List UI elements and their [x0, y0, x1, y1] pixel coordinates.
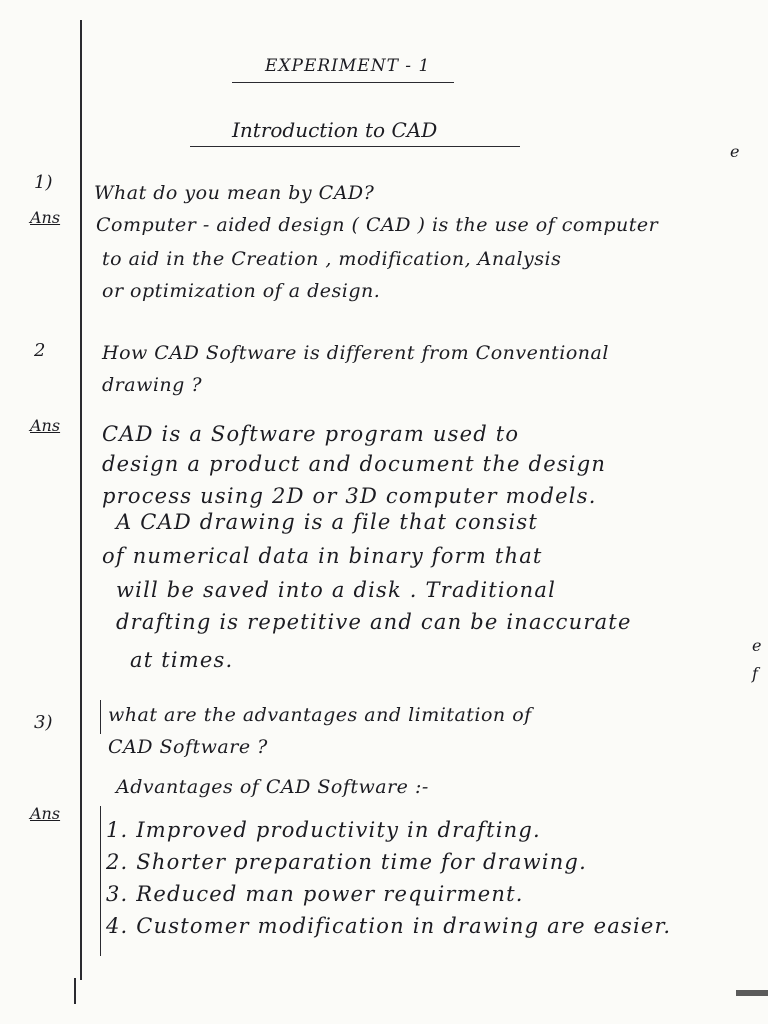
answer-line: of numerical data in binary form that	[102, 544, 543, 568]
margin-line	[80, 20, 82, 980]
list-item: 1. Improved productivity in drafting.	[106, 818, 541, 842]
answer-line: at times.	[130, 648, 234, 672]
answer-bracket	[100, 806, 101, 956]
page-title: Introduction to CAD	[232, 118, 438, 142]
heading-underline	[232, 82, 454, 83]
answer-line: will be saved into a disk . Traditional	[116, 578, 557, 602]
question-text: what are the advantages and limitation of	[108, 704, 532, 726]
answer-line: drafting is repetitive and can be inaccurate	[116, 610, 632, 634]
question-text: drawing ?	[102, 374, 203, 396]
title-underline	[190, 146, 520, 147]
answer-label: Ans	[30, 416, 61, 435]
answer-line: A CAD drawing is a file that consist	[116, 510, 539, 534]
question-text: How CAD Software is different from Conventional	[102, 342, 609, 364]
stray-mark: f	[752, 664, 758, 683]
stray-mark: e	[730, 142, 740, 161]
answer-bracket	[100, 700, 101, 734]
question-text: CAD Software ?	[108, 736, 268, 758]
question-text: What do you mean by CAD?	[94, 182, 375, 204]
bottom-tick-mark	[74, 978, 76, 1004]
stray-mark: e	[752, 636, 762, 655]
answer-label: Ans	[30, 208, 61, 227]
list-item: 3. Reduced man power requirment.	[106, 882, 524, 906]
answer-line: to aid in the Creation , modification, Analysis	[102, 248, 562, 270]
section-heading: Advantages of CAD Software :-	[116, 776, 429, 798]
answer-line: CAD is a Software program used to	[102, 422, 520, 446]
answer-line: process using 2D or 3D computer models.	[102, 484, 597, 508]
list-item: 2. Shorter preparation time for drawing.	[106, 850, 587, 874]
answer-line: or optimization of a design.	[102, 280, 381, 302]
experiment-heading: EXPERIMENT - 1	[265, 56, 431, 76]
question-number: 2	[34, 340, 46, 361]
answer-line: design a product and document the design	[102, 452, 607, 476]
corner-smudge	[736, 990, 768, 996]
question-number: 3)	[34, 712, 53, 733]
answer-label: Ans	[30, 804, 61, 823]
question-number: 1)	[34, 172, 53, 193]
list-item: 4. Customer modification in drawing are easier.	[106, 914, 672, 938]
answer-line: Computer - aided design ( CAD ) is the use of computer	[96, 214, 659, 236]
